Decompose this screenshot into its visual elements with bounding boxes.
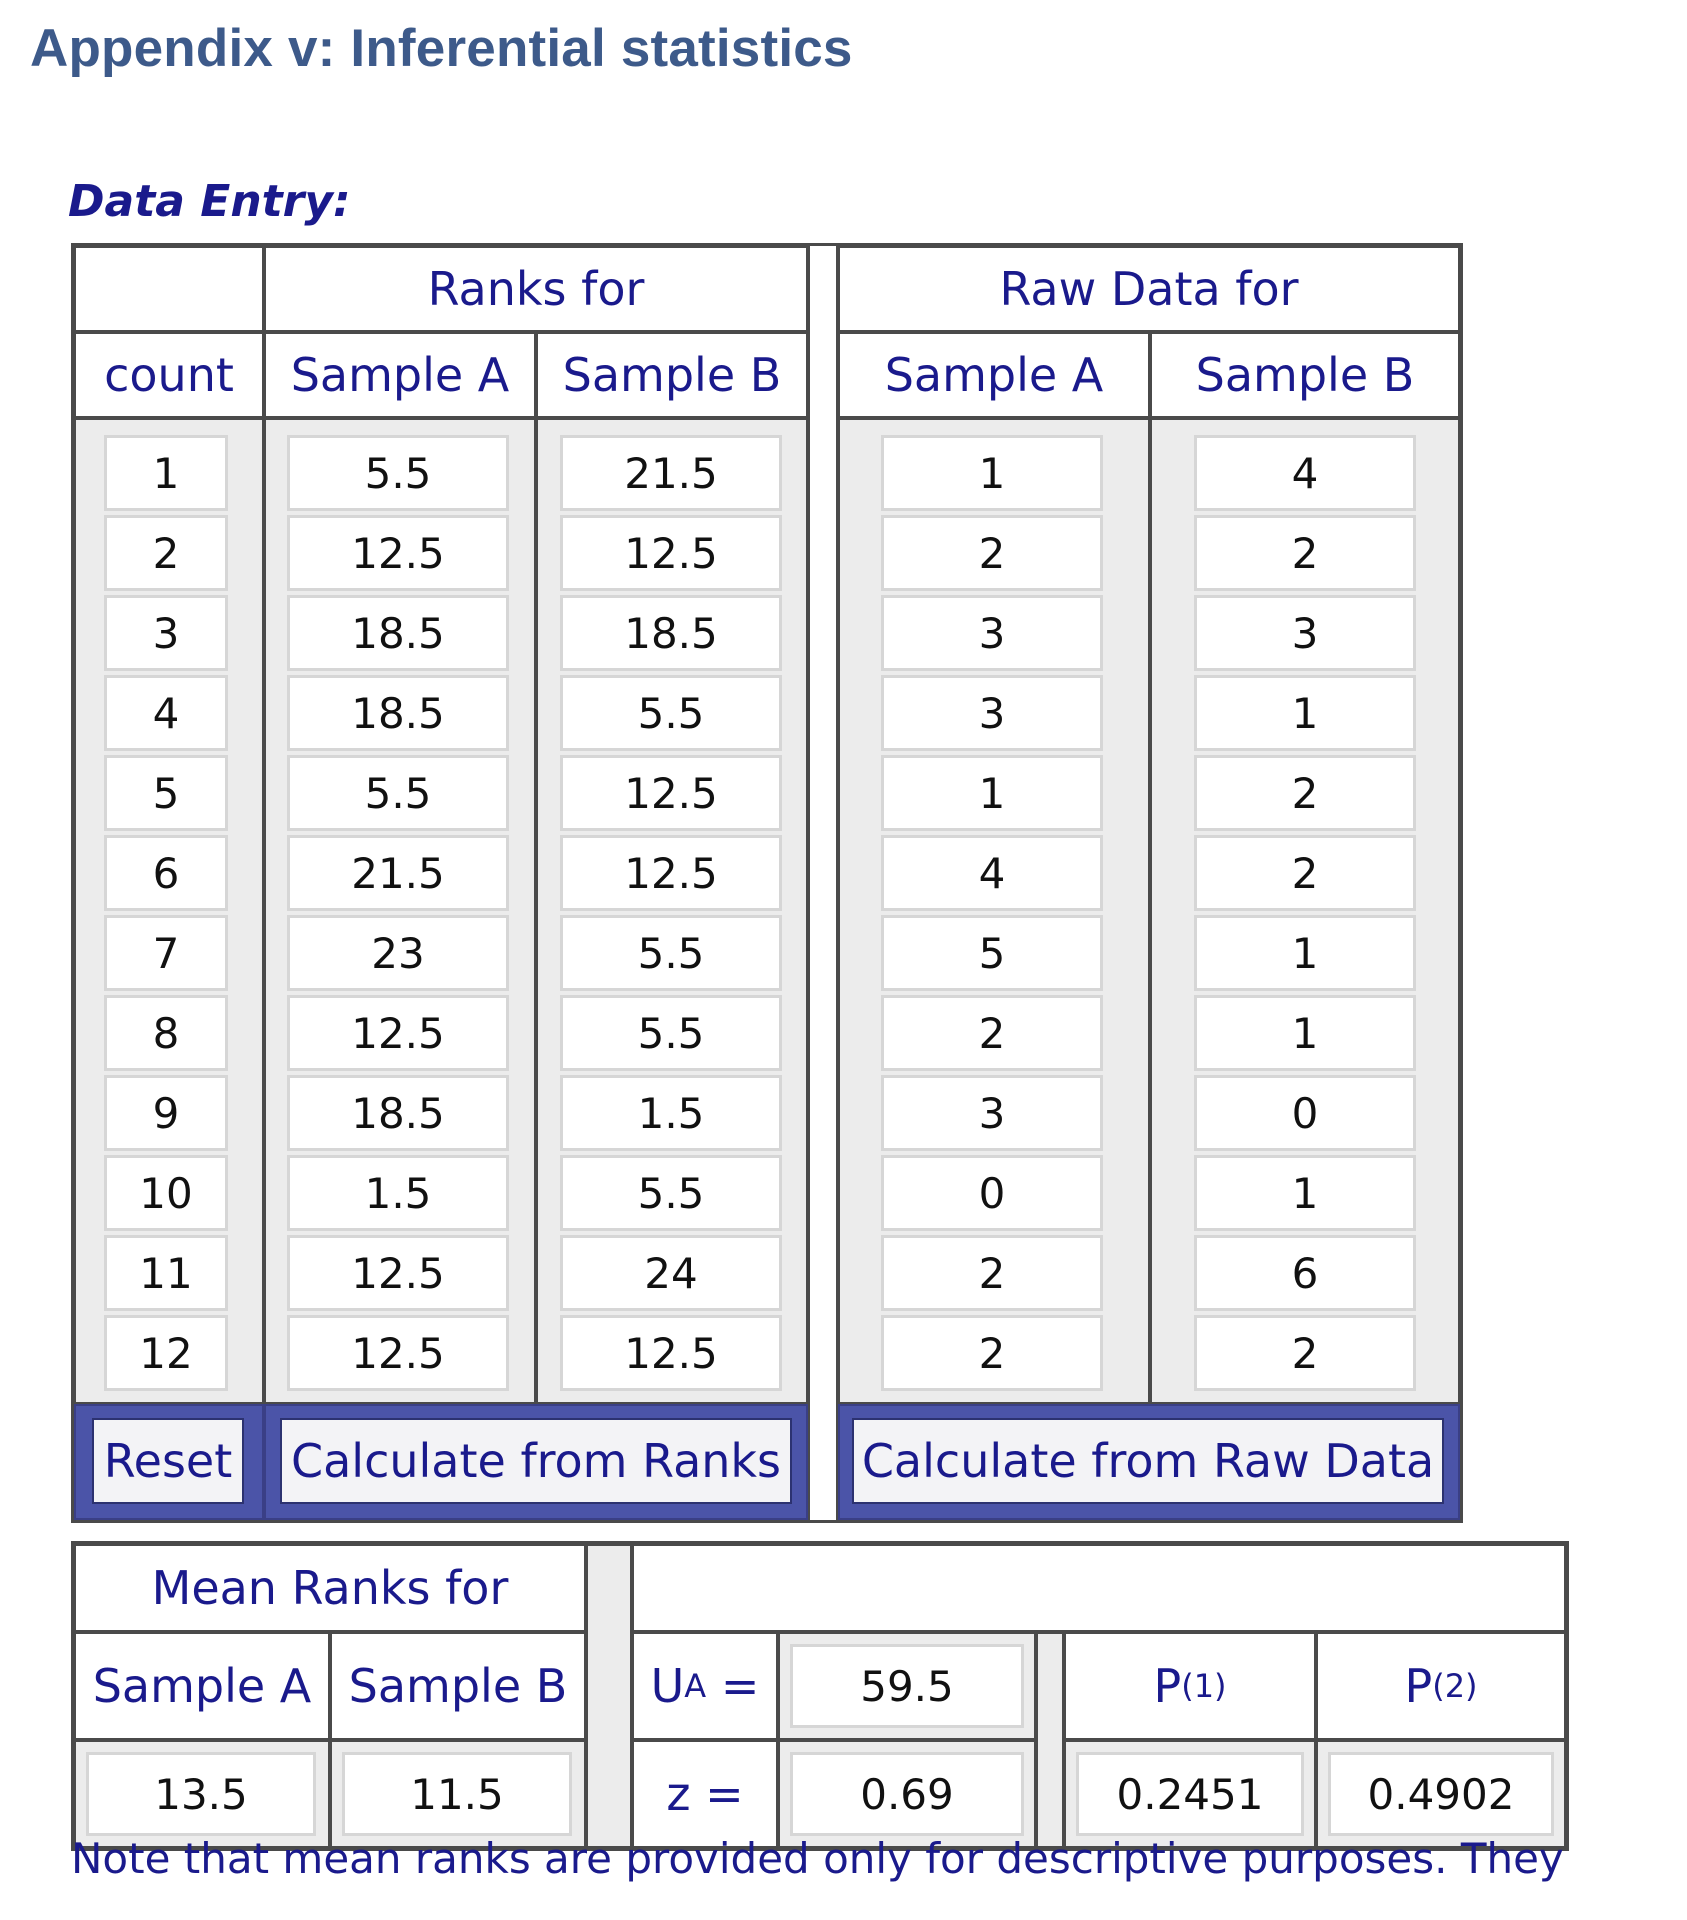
- count-cell: 6: [104, 835, 228, 911]
- rank-b-input[interactable]: 5.5: [560, 675, 782, 751]
- rank-a-input[interactable]: 18.5: [287, 675, 509, 751]
- rank-a-input[interactable]: 12.5: [287, 515, 509, 591]
- raw-a-input[interactable]: 3: [881, 675, 1103, 751]
- count-cell: 2: [104, 515, 228, 591]
- calculate-from-raw-data-button[interactable]: Calculate from Raw Data: [852, 1418, 1444, 1504]
- stats-header-blank: [632, 1544, 1566, 1632]
- rank-a-input[interactable]: 21.5: [287, 835, 509, 911]
- rank-a-input[interactable]: 12.5: [287, 1235, 509, 1311]
- raw-a-input[interactable]: 3: [881, 595, 1103, 671]
- rank-a-input[interactable]: 5.5: [287, 755, 509, 831]
- results-separator: [586, 1544, 632, 1848]
- column-separator: [808, 246, 838, 1520]
- p1-subscript: (1): [1181, 1667, 1227, 1705]
- raw-b-input[interactable]: 2: [1194, 515, 1416, 591]
- raw-a-input[interactable]: 2: [881, 515, 1103, 591]
- rank-b-input[interactable]: 1.5: [560, 1075, 782, 1151]
- mean-sample-a-header: Sample A: [74, 1632, 330, 1740]
- raw-b-input[interactable]: 1: [1194, 995, 1416, 1071]
- ranks-sample-a-header: Sample A: [264, 332, 536, 418]
- count-cell: 7: [104, 915, 228, 991]
- raw-b-input[interactable]: 4: [1194, 435, 1416, 511]
- rank-b-input[interactable]: 12.5: [560, 515, 782, 591]
- p1-value: 0.2451: [1076, 1752, 1304, 1836]
- raw-a-input[interactable]: 5: [881, 915, 1103, 991]
- calculate-from-ranks-button[interactable]: Calculate from Ranks: [280, 1418, 792, 1504]
- p2-value: 0.4902: [1328, 1752, 1554, 1836]
- raw-b-input[interactable]: 1: [1194, 1155, 1416, 1231]
- mean-sample-b-header: Sample B: [330, 1632, 586, 1740]
- raw-b-input[interactable]: 1: [1194, 675, 1416, 751]
- ua-letter: U: [650, 1659, 685, 1713]
- results-separator-2: [1036, 1632, 1064, 1848]
- header-blank: [74, 246, 264, 332]
- count-cell: 8: [104, 995, 228, 1071]
- results-table: [71, 1541, 1569, 1851]
- rank-b-input[interactable]: 12.5: [560, 1315, 782, 1391]
- z-letter: z: [666, 1767, 691, 1821]
- rank-a-input[interactable]: 18.5: [287, 595, 509, 671]
- data-entry-table: [71, 243, 1463, 1523]
- raw-sample-a-header: Sample A: [838, 332, 1150, 418]
- rank-b-input[interactable]: 5.5: [560, 1155, 782, 1231]
- mean-ranks-header: Mean Ranks for: [74, 1544, 586, 1632]
- raw-sample-b-header: Sample B: [1150, 332, 1460, 418]
- raw-a-input[interactable]: 2: [881, 1315, 1103, 1391]
- rank-a-input[interactable]: 1.5: [287, 1155, 509, 1231]
- mean-rank-a-value: 13.5: [86, 1752, 316, 1836]
- count-cell: 5: [104, 755, 228, 831]
- p1-letter: P: [1153, 1659, 1182, 1713]
- z-value: 0.69: [790, 1752, 1024, 1836]
- rank-a-input[interactable]: 23: [287, 915, 509, 991]
- raw-a-input[interactable]: 2: [881, 995, 1103, 1071]
- raw-a-input[interactable]: 0: [881, 1155, 1103, 1231]
- raw-a-input[interactable]: 1: [881, 435, 1103, 511]
- raw-b-input[interactable]: 6: [1194, 1235, 1416, 1311]
- raw-b-input[interactable]: 2: [1194, 755, 1416, 831]
- note-text-clipped: [71, 1834, 1564, 1883]
- raw-data-for-header: Raw Data for: [838, 246, 1460, 332]
- rank-b-input[interactable]: 5.5: [560, 915, 782, 991]
- rank-a-input[interactable]: 5.5: [287, 435, 509, 511]
- raw-b-input[interactable]: 3: [1194, 595, 1416, 671]
- z-label: [632, 1740, 778, 1848]
- rank-b-input[interactable]: 21.5: [560, 435, 782, 511]
- p2-header: [1316, 1632, 1566, 1740]
- raw-b-input[interactable]: 2: [1194, 1315, 1416, 1391]
- ua-label: [632, 1632, 778, 1740]
- ranks-for-header: Ranks for: [264, 246, 808, 332]
- rank-b-input[interactable]: 24: [560, 1235, 782, 1311]
- count-cell: 3: [104, 595, 228, 671]
- page-title: Appendix v: Inferential statistics: [30, 19, 853, 78]
- ua-value: 59.5: [790, 1644, 1024, 1728]
- ua-subscript: A: [684, 1667, 707, 1705]
- count-cell: 9: [104, 1075, 228, 1151]
- rank-b-input[interactable]: 12.5: [560, 835, 782, 911]
- rank-b-input[interactable]: 18.5: [560, 595, 782, 671]
- z-equals: =: [705, 1767, 744, 1821]
- p2-letter: P: [1404, 1659, 1433, 1713]
- rank-a-input[interactable]: 12.5: [287, 1315, 509, 1391]
- data-entry-label: Data Entry:: [68, 176, 351, 227]
- count-cell: 1: [104, 435, 228, 511]
- ua-equals: =: [720, 1659, 760, 1713]
- reset-button[interactable]: Reset: [92, 1418, 244, 1504]
- raw-a-input[interactable]: 4: [881, 835, 1103, 911]
- raw-a-input[interactable]: 3: [881, 1075, 1103, 1151]
- rank-a-input[interactable]: 12.5: [287, 995, 509, 1071]
- note-text: Note that mean ranks are provided only for descriptive purposes. They: [71, 1834, 1564, 1883]
- p2-subscript: (2): [1432, 1667, 1478, 1705]
- p1-header: [1064, 1632, 1316, 1740]
- raw-b-input[interactable]: 2: [1194, 835, 1416, 911]
- raw-b-input[interactable]: 0: [1194, 1075, 1416, 1151]
- count-cell: 11: [104, 1235, 228, 1311]
- raw-a-input[interactable]: 2: [881, 1235, 1103, 1311]
- ranks-sample-b-header: Sample B: [536, 332, 808, 418]
- raw-a-input[interactable]: 1: [881, 755, 1103, 831]
- count-cell: 10: [104, 1155, 228, 1231]
- rank-a-input[interactable]: 18.5: [287, 1075, 509, 1151]
- count-cell: 12: [104, 1315, 228, 1391]
- count-cell: 4: [104, 675, 228, 751]
- rank-b-input[interactable]: 12.5: [560, 755, 782, 831]
- count-header: count: [74, 332, 264, 418]
- raw-b-input[interactable]: 1: [1194, 915, 1416, 991]
- mean-rank-b-value: 11.5: [342, 1752, 572, 1836]
- rank-b-input[interactable]: 5.5: [560, 995, 782, 1071]
